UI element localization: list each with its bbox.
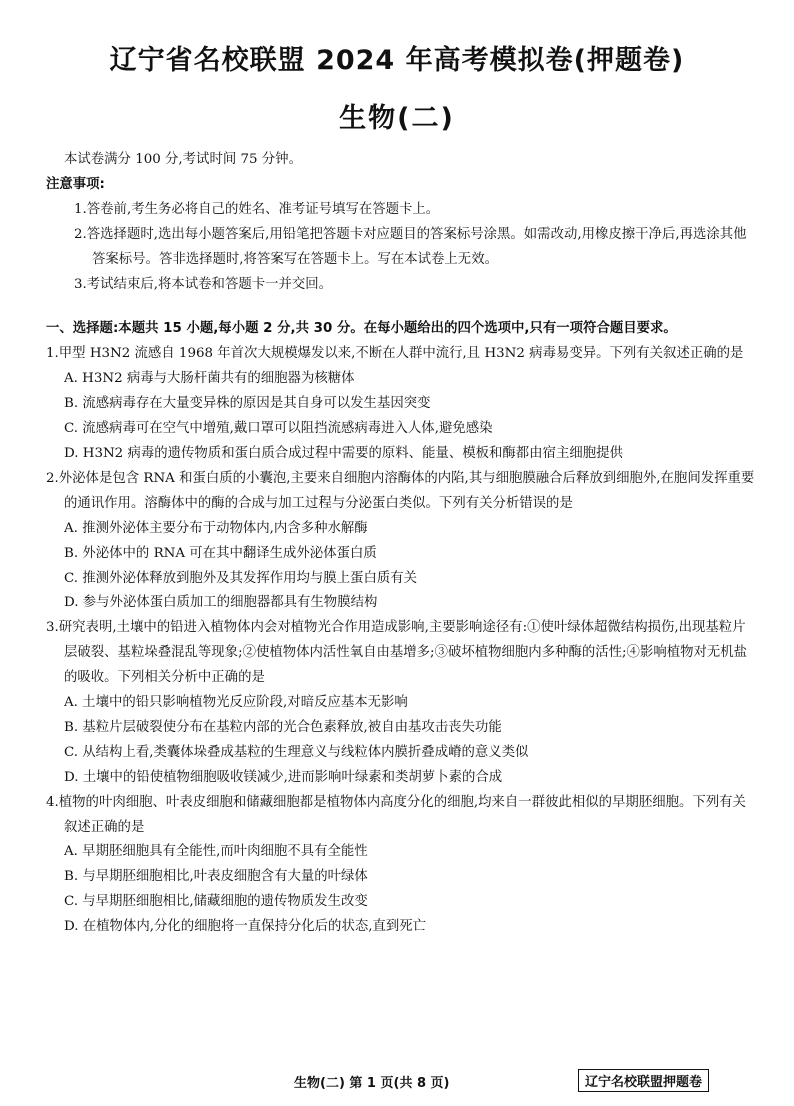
brand-badge: 辽宁名校联盟押题卷 [578, 1069, 709, 1092]
exam-body [46, 148, 758, 940]
exam-title: 辽宁省名校联盟 2024 年高考模拟卷(押题卷) [109, 45, 685, 76]
exam-intro: 本试卷满分 100 分,考试时间 75 分钟。 [64, 152, 302, 167]
option-b: B. 基粒片层破裂使分布在基粒内部的光合色素释放,被自由基攻击丧失功能 [64, 719, 502, 735]
section-heading: 一、选择题:本题共 15 小题,每小题 2 分,共 30 分。在每小题给出的四个选项中,只有一项符合题目要求。 [46, 321, 677, 337]
exam-subject: 生物(二) [339, 103, 455, 134]
page-number: 生物(二) 第 1 页(共 8 页) [294, 1076, 450, 1091]
option-b: B. 流感病毒存在大量变异株的原因是其自身可以发生基因突变 [64, 396, 431, 412]
option-a: A. 推测外泌体主要分布于动物体内,内含多种水解酶 [64, 520, 368, 536]
option-b: B. 与早期胚细胞相比,叶表皮细胞含有大量的叶绿体 [64, 869, 368, 885]
page-footer [0, 1069, 794, 1093]
option-d: D. 在植物体内,分化的细胞将一直保持分化后的状态,直到死亡 [64, 919, 427, 935]
option-c: C. 推测外泌体释放到胞外及其发挥作用均与膜上蛋白质有关 [64, 570, 418, 586]
question-2 [46, 467, 758, 616]
question-stem: 1.甲型 H3N2 流感自 1968 年首次大规模爆发以来,不断在人群中流行,且 H3N2 病毒易变异。下列有关叙述正确的是 [46, 346, 744, 362]
option-d: D. H3N2 病毒的遗传物质和蛋白质合成过程中需要的原料、能量、模板和酶都由宿主细胞提供 [64, 445, 623, 461]
option-a: A. H3N2 病毒与大肠杆菌共有的细胞器为核糖体 [64, 371, 355, 387]
option-b: B. 外泌体中的 RNA 可在其中翻译生成外泌体蛋白质 [64, 545, 377, 561]
question-4 [46, 791, 758, 940]
option-c: C. 从结构上看,类囊体垛叠成基粒的生理意义与线粒体内膜折叠成嵴的意义类似 [64, 744, 529, 760]
option-a: A. 土壤中的铅只影响植物光反应阶段,对暗反应基本无影响 [64, 695, 408, 711]
question-stem: 4.植物的叶肉细胞、叶表皮细胞和储藏细胞都是植物体内高度分化的细胞,均来自一群彼此相似的早期胚细胞。下列有关叙述正确的是 [46, 794, 746, 835]
option-a: A. 早期胚细胞具有全能性,而叶肉细胞不具有全能性 [64, 844, 368, 860]
question-3 [46, 616, 758, 790]
question-stem: 3.研究表明,土壤中的铅进入植物体内会对植物光合作用造成影响,主要影响途径有:①使叶绿体超微结构损伤,出现基粒片层破裂、基粒垛叠混乱等现象;②使植物体内活性氧自由基增多;③破坏植物细胞内多种酶的活性;④影响植物对无机盐的吸收。下列相关分析中正确的是 [46, 620, 748, 686]
notice-item: 3.考试结束后,将本试卷和答题卡一并交回。 [74, 276, 333, 292]
option-c: C. 与早期胚细胞相比,储藏细胞的遗传物质发生改变 [64, 894, 368, 910]
option-c: C. 流感病毒可在空气中增殖,戴口罩可以阻挡流感病毒进入人体,避免感染 [64, 421, 493, 437]
notice-item: 2.答选择题时,选出每小题答案后,用铅笔把答题卡对应题目的答案标号涂黑。如需改动,用橡皮擦干净后,再选涂其他答案标号。答非选择题时,将答案写在答题卡上。写在本试卷上无效。 [74, 226, 747, 267]
question-stem: 2.外泌体是包含 RNA 和蛋白质的小囊泡,主要来自细胞内溶酶体的内陷,其与细胞膜融合后释放到细胞外,在胞间发挥重要的通讯作用。溶酶体中的酶的合成与加工过程与分泌蛋白类似。下列有关分析错误的是 [46, 470, 755, 511]
notice-item: 1.答卷前,考生务必将自己的姓名、准考证号填写在答题卡上。 [74, 201, 440, 217]
option-d: D. 参与外泌体蛋白质加工的细胞器都具有生物膜结构 [64, 595, 378, 611]
option-d: D. 土壤中的铅使植物细胞吸收镁减少,进而影响叶绿素和类胡萝卜素的合成 [64, 769, 503, 785]
question-1 [46, 342, 758, 467]
notice-heading: 注意事项: [46, 176, 105, 192]
